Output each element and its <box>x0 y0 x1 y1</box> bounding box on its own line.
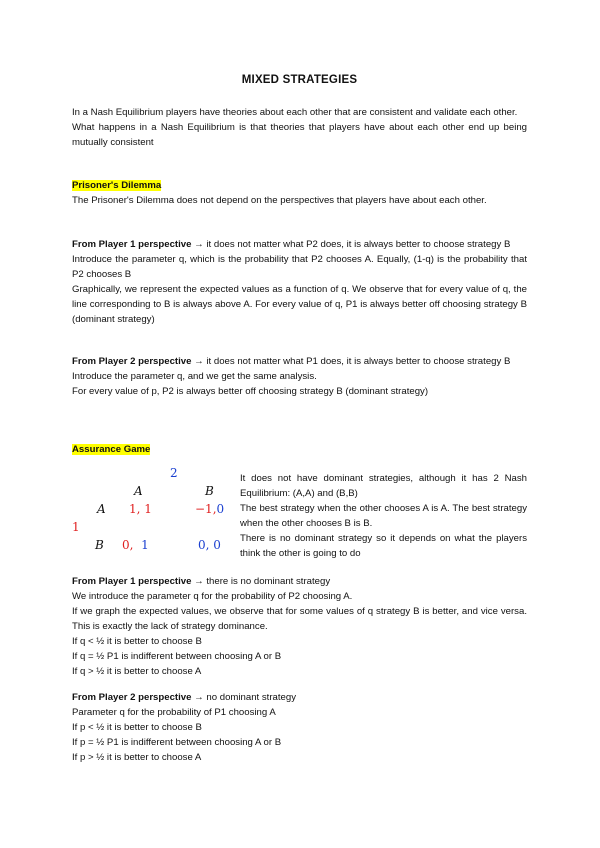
intro-paragraph-1: In a Nash Equilibrium players have theories about each other that are consistent and validate each other. <box>72 107 518 118</box>
pd-p1-label: From Player 1 perspective <box>72 239 192 250</box>
player2-label: 2 <box>170 466 178 480</box>
ag-p2-line: If p = ½ P1 is indifferent between choosing A or B <box>72 737 282 748</box>
pd-heading: Prisoner's Dilemma <box>72 180 162 191</box>
ag-player2-section <box>72 690 527 765</box>
pd-player2-section <box>72 354 527 399</box>
arrow-icon: → <box>191 576 207 587</box>
ag-heading: Assurance Game <box>72 444 151 455</box>
ag-p2-line: If p < ½ it is better to choose B <box>72 722 202 733</box>
pd-section <box>72 178 527 208</box>
ag-p2-line: Parameter q for the probability of P1 choosing A <box>72 707 276 718</box>
ag-heading-row <box>72 442 527 457</box>
pd-p1-paragraph-3: Graphically, we represent the expected values as a function of q. We observe that for every value of q, the line corresponding to B is always above A. For every value of q, P1 is always better off choosing strategy B (dominant strategy) <box>72 284 527 325</box>
ag-explanation-2: The best strategy when the other chooses A is A. The best strategy when the other chooses B is B. <box>240 503 527 529</box>
payoff-matrix <box>72 466 237 556</box>
ag-explanation-1: It does not have dominant strategies, although it has 2 Nash Equilibrium: (A,A) and (B,B) <box>240 473 527 499</box>
pd-p1-paragraph-2: Introduce the parameter q, which is the probability that P2 chooses A. Equally, (1-q) is the probability that P2 chooses B <box>72 254 527 280</box>
ag-p1-line: If q < ½ it is better to choose B <box>72 636 202 647</box>
row-header-a: A <box>97 502 106 516</box>
ag-p2-line: If p > ½ it is better to choose A <box>72 752 202 763</box>
ag-p2-text: no dominant strategy <box>206 692 296 703</box>
arrow-icon: → <box>191 356 207 367</box>
payoff-ba-p2: 1 <box>141 538 149 552</box>
payoff-ba-p1: 0, <box>122 538 134 552</box>
payoff-ab-p2: 0 <box>216 502 225 516</box>
column-header-b: B <box>205 484 214 498</box>
arrow-icon: → <box>191 692 207 703</box>
pd-p2-text: it does not matter what P1 does, it is always better to choose strategy B <box>206 356 511 367</box>
ag-p1-label: From Player 1 perspective <box>72 576 192 587</box>
ag-p2-label: From Player 2 perspective <box>72 692 192 703</box>
pd-p2-paragraph-3: For every value of p, P2 is always better off choosing strategy B (dominant strategy) <box>72 386 429 397</box>
pd-player1-section <box>72 237 527 327</box>
ag-explanation-3: There is no dominant strategy so it depends on what the players think the other is going to do <box>240 533 527 559</box>
ag-p1-line: If q > ½ it is better to choose A <box>72 666 202 677</box>
pd-p2-label: From Player 2 perspective <box>72 356 192 367</box>
payoff-ab-p1: −1, <box>195 502 217 516</box>
ag-explanation <box>240 471 527 561</box>
intro-paragraph-2: What happens in a Nash Equilibrium is that theories that players have about each other end up being mutually consistent <box>72 122 527 148</box>
ag-p1-line: We introduce the parameter q for the probability of P2 choosing A. <box>72 591 353 602</box>
pd-p2-paragraph-2: Introduce the parameter q, and we get the same analysis. <box>72 371 317 382</box>
ag-p1-line: If we graph the expected values, we observe that for some values of q strategy B is better, and vice versa. This is exactly the lack of strategy dominance. <box>72 606 527 632</box>
ag-p1-text: there is no dominant strategy <box>206 576 331 587</box>
payoff-ba <box>122 538 149 553</box>
ag-player1-section <box>72 574 527 679</box>
page-title: MIXED STRATEGIES <box>241 74 358 86</box>
intro-section <box>72 105 527 150</box>
row-header-b: B <box>95 538 104 552</box>
arrow-icon: → <box>191 239 207 250</box>
payoff-bb: 0, 0 <box>198 538 221 552</box>
payoff-aa: 1, 1 <box>129 502 152 516</box>
player1-label: 1 <box>72 520 80 534</box>
column-header-a: A <box>134 484 143 498</box>
ag-p1-line: If q = ½ P1 is indifferent between choosing A or B <box>72 651 282 662</box>
pd-p1-text: it does not matter what P2 does, it is always better to choose strategy B <box>206 239 511 250</box>
payoff-ab <box>195 502 224 517</box>
pd-description: The Prisoner's Dilemma does not depend on the perspectives that players have about each other. <box>72 195 487 206</box>
